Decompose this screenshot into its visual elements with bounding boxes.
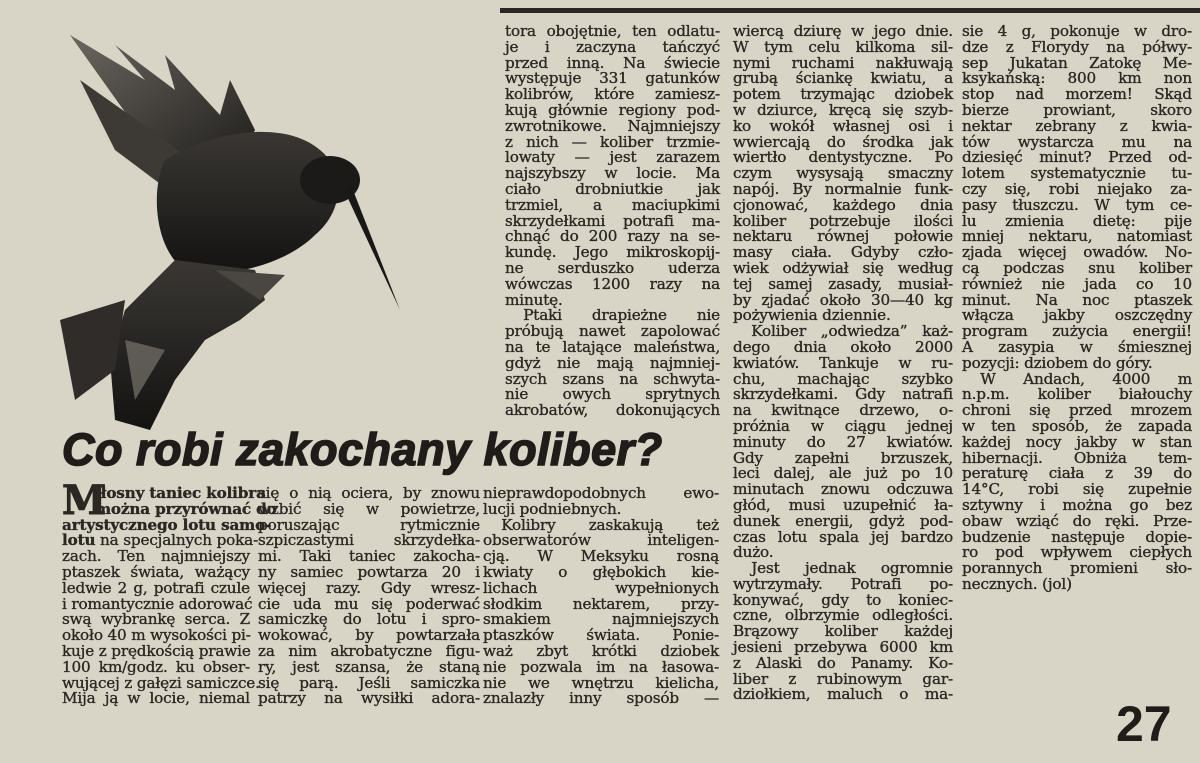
text-line: porannych promieni sło- (962, 559, 1192, 578)
text-line: również nie jada co 10 (962, 274, 1192, 293)
text-line: w ten sposób, że zapada (962, 416, 1192, 435)
text-line: czym wysysają smaczny (733, 164, 953, 183)
text-line: wiertło dentystyczne. Po (733, 148, 953, 167)
text-line: samiczkę do lotu i spro- (258, 610, 480, 629)
text-line: włącza jakby oszczędny (962, 306, 1192, 325)
text-line: poruszając rytmicznie (258, 515, 480, 534)
text-line: znalazły inny sposób — (483, 689, 719, 708)
text-line: ne serduszko uderza (505, 258, 720, 277)
lead-line: iłosny taniec kolibra (95, 484, 266, 502)
text-line: nektar zebrany z kwia- (962, 116, 1192, 135)
text-line: wiek odżywiał się według (733, 258, 953, 277)
text-line: ledwie 2 g, potrafi czule (62, 578, 250, 597)
text-line: W tym celu kilkoma sil- (733, 37, 953, 56)
text-line: patrzy na wysiłki adora- (258, 689, 480, 708)
text-line: leci dalej, ale już po 10 (733, 464, 953, 483)
text-line: z nich — koliber trzmie- (505, 132, 720, 151)
text-line: by zjadać około 30—40 kg (733, 290, 953, 309)
lead-line: artystycznego lotu samo- (62, 515, 272, 534)
text-line: masy ciała. Gdyby czło- (733, 243, 953, 262)
text-line: nie we wnętrzu kielicha, (483, 673, 719, 692)
text-line: cą podczas snu koliber (962, 258, 1192, 277)
text-line: konywać, gdy to koniec- (733, 590, 953, 609)
text-line: czy się, robi niejako za- (962, 179, 1192, 198)
text-line: tora obojętnie, ten odlatu- (505, 22, 720, 40)
text-line: próżnia w ciągu jednej (733, 416, 953, 435)
text-line: Ptaki drapieżne nie (523, 306, 720, 325)
text-line: sie 4 g, pokonuje w dro- (962, 22, 1192, 40)
text-line: liber z rubinowym gar- (733, 669, 953, 688)
text-line: kwiaty o głębokich kie- (483, 562, 719, 581)
text-line: kwiatów. Tankuje w ru- (733, 353, 953, 372)
text-line: minutę. (505, 290, 563, 309)
text-line: nie pozwala im na łasowa- (483, 657, 719, 676)
text-line: się o nią ociera, by znowu (258, 484, 480, 502)
text-line: każdej nocy jakby w stan (962, 432, 1192, 451)
text-line: cie uda mu się poderwać (258, 594, 480, 613)
text-line: szpiczastymi skrzydełka- (258, 531, 480, 550)
text-line: ptaszek świata, ważący (62, 562, 250, 581)
text-line: wówczas 1200 razy na (505, 274, 720, 293)
text-line: nektaru równej połowie (733, 227, 953, 246)
text-line: nymi ruchami nakłuwają (733, 53, 953, 72)
text-line: gdyż nie mają najmniej- (505, 353, 720, 372)
text-line: hibernacji. Obniża tem- (962, 448, 1192, 467)
text-line: n.p.m. koliber białouchy (962, 385, 1192, 404)
text-line: cją. W Meksyku rosną (483, 547, 719, 566)
text-line: cjonować, każdego dnia (733, 195, 953, 214)
text-line: je i zaczyna tańczyć (505, 37, 720, 56)
text-line: mi. Taki taniec zakocha- (258, 547, 480, 566)
text-line: przed inną. Na świecie (505, 53, 720, 72)
text-line: próbują nawet zapolować (505, 322, 720, 341)
text-line: słodkim nektarem, przy- (483, 594, 719, 613)
text-line: za nim akrobatyczne figu- (258, 641, 480, 660)
text-line: obserwatorów inteligen- (483, 531, 719, 550)
text-line: potem trzymając dziobek (733, 85, 953, 104)
text-line: mniej nektaru, natomiast (962, 227, 1192, 246)
text-line: grubą ściankę kwiatu, a (733, 69, 953, 88)
text-line: dze z Florydy na półwy- (962, 37, 1192, 56)
text-line: czas lotu spala jej bardzo (733, 527, 953, 546)
text-line: kują głównie regiony pod- (505, 100, 720, 119)
text-line: smakiem najmniejszych (483, 610, 719, 629)
top-rule (500, 8, 1200, 13)
text-line: budzenie następuje dopie- (962, 527, 1192, 546)
article-column-6 (962, 24, 1192, 593)
text-line: wokować, by powtarzała (258, 626, 480, 645)
text-line: lowaty — jest zarazem (505, 148, 720, 167)
text-line: 100 km/godz. ku obser- (62, 657, 250, 676)
text-line: minut. Na noc ptaszek (962, 290, 1192, 309)
text-line: pasy tłuszczu. W tym ce- (962, 195, 1192, 214)
text-line: najszybszy w locie. Ma (505, 164, 720, 183)
text-line: wującej z gałęzi samiczce. (62, 673, 260, 692)
text-line: tów wystarcza mu na (962, 132, 1192, 151)
line-text: na specjalnych poka- (100, 531, 259, 550)
text-line: szych szans na schwyta- (505, 369, 720, 388)
text-line: lotem systematycznie tu- (962, 164, 1192, 183)
text-line: wzbić się w powietrze, (258, 499, 480, 518)
article-column-2 (258, 486, 480, 707)
text-line: występuje 331 gatunków (505, 69, 720, 88)
text-line: ry, jest szansa, że staną (258, 657, 480, 676)
drop-cap: M (62, 477, 107, 524)
text-line: ciało drobniutkie jak (505, 179, 720, 198)
text-line: dziesięć minut? Przed od- (962, 148, 1192, 167)
text-line: tej samej zasady, musiał- (733, 274, 953, 293)
text-line: z Alaski do Panamy. Ko- (733, 653, 953, 672)
text-line: necznych. (jol) (962, 574, 1072, 593)
text-line: zwrotnikowe. Najmniejszy (505, 116, 720, 135)
text-line: akrobatów, dokonujących (505, 401, 720, 420)
text-line: chnąć do 200 razy na se- (505, 227, 720, 246)
text-line: ptaszków świata. Ponie- (483, 626, 719, 645)
text-line: Gdy zapełni brzuszek, (733, 448, 953, 467)
text-line: program zużycia energii! (962, 322, 1192, 341)
text-line: ny samiec powtarza 20 i (258, 562, 480, 581)
text-line: swą wybrankę serca. Z (62, 610, 250, 629)
text-line: A zasypia w śmiesznej (962, 337, 1192, 356)
text-line: minuty do 27 kwiatów. (733, 432, 953, 451)
text-line: około 40 m wysokości pi- (62, 626, 251, 645)
text-line: ksykańską: 800 km non (962, 69, 1192, 88)
lead-line: można przyrównać do (95, 499, 277, 518)
text-line: pozycji: dziobem do góry. (962, 353, 1153, 372)
text-line: nie owych sprytnych (505, 385, 720, 404)
text-line: lichach wypełnionych (483, 578, 719, 597)
text-line: Kolibry zaskakują też (501, 515, 719, 534)
page-number: 27 (1116, 696, 1172, 752)
text-line: Koliber „odwiedza” każ- (751, 322, 953, 341)
text-line: i romantycznie adorować (62, 594, 253, 613)
text-line: stop nad morzem! Skąd (962, 85, 1192, 104)
text-line: chroni się przed mrozem (962, 401, 1192, 420)
text-line: kundę. Jego mikroskopij- (505, 243, 720, 262)
article-column-1 (62, 477, 277, 708)
text-line: trzmiel, a maciupkimi (505, 195, 720, 214)
text-line: dunek energii, gdyż pod- (733, 511, 953, 530)
text-line: na te latające maleństwa, (505, 337, 720, 356)
text-line: Brązowy koliber każdej (733, 622, 953, 641)
text-line: pożywienia dziennie. (733, 306, 891, 325)
text-line: lu zmienia dietę: pije (962, 211, 1192, 230)
text-line: wiercą dziurę w jego dnie. (733, 22, 953, 40)
text-line: czne, olbrzymie odległości. (733, 606, 953, 625)
article-column-5 (733, 24, 953, 703)
text-line: 14°C, robi się zupełnie (962, 480, 1192, 499)
lead-tail: lotu (62, 531, 96, 550)
text-line: obaw wziąć do ręki. Prze- (962, 511, 1192, 530)
text-line: więcej razy. Gdy wresz- (258, 578, 480, 597)
text-line: sep Jukatan Zatokę Me- (962, 53, 1192, 72)
text-line: na kwitnące drzewo, o- (733, 401, 953, 420)
text-line: skrzydełkami potrafi ma- (505, 211, 720, 230)
text-line: zjada więcej owadów. No- (962, 243, 1192, 262)
text-line: głód, musi uzupełnić ła- (733, 495, 953, 514)
article-column-4 (483, 486, 719, 707)
text-line: wwiercają do środka jak (733, 132, 953, 151)
text-line: ro pod wpływem ciepłych (962, 543, 1192, 562)
text-line: dużo. (733, 543, 774, 562)
text-line: dego dnia około 2000 (733, 337, 953, 356)
text-line: nieprawdopodobnych ewo- (483, 484, 719, 502)
text-line: w dziurce, kręcą się szyb- (733, 100, 953, 119)
text-line: się parą. Jeśli samiczka (258, 673, 480, 692)
text-line: jesieni przebywa 6000 km (733, 638, 953, 657)
text-line: kuje z prędkością prawie (62, 641, 251, 660)
text-line: kolibrów, które zamiesz- (505, 85, 720, 104)
text-line: W Andach, 4000 m (980, 369, 1192, 388)
text-line: lucji podniebnych. (483, 499, 622, 518)
hummingbird-photo (55, 20, 505, 440)
text-line: peraturę ciała z 39 do (962, 464, 1192, 483)
text-line: Jest jednak ogromnie (751, 559, 953, 578)
text-line: wytrzymały. Potrafi po- (733, 574, 953, 593)
text-line: minutach znowu odczuwa (733, 480, 953, 499)
article-column-3 (505, 24, 720, 419)
text-line: chu, machając szybko (733, 369, 953, 388)
text-line: Mija ją w locie, niemal (62, 689, 250, 708)
article-headline: Co robi zakochany koliber? (62, 424, 663, 475)
text-line: waż zbyt krótki dziobek (483, 641, 719, 660)
text-line: sztywny i można go bez (962, 495, 1192, 514)
text-line: ko wokół własnej osi i (733, 116, 953, 135)
text-line: koliber potrzebuje ilości (733, 211, 953, 230)
text-line: zach. Ten najmniejszy (62, 547, 250, 566)
text-line: bierze prowiant, skoro (962, 100, 1192, 119)
text-line: napój. By normalnie funk- (733, 179, 953, 198)
text-line: dziołkiem, maluch o ma- (733, 685, 953, 704)
text-line: skrzydełkami. Gdy natrafi (733, 385, 953, 404)
